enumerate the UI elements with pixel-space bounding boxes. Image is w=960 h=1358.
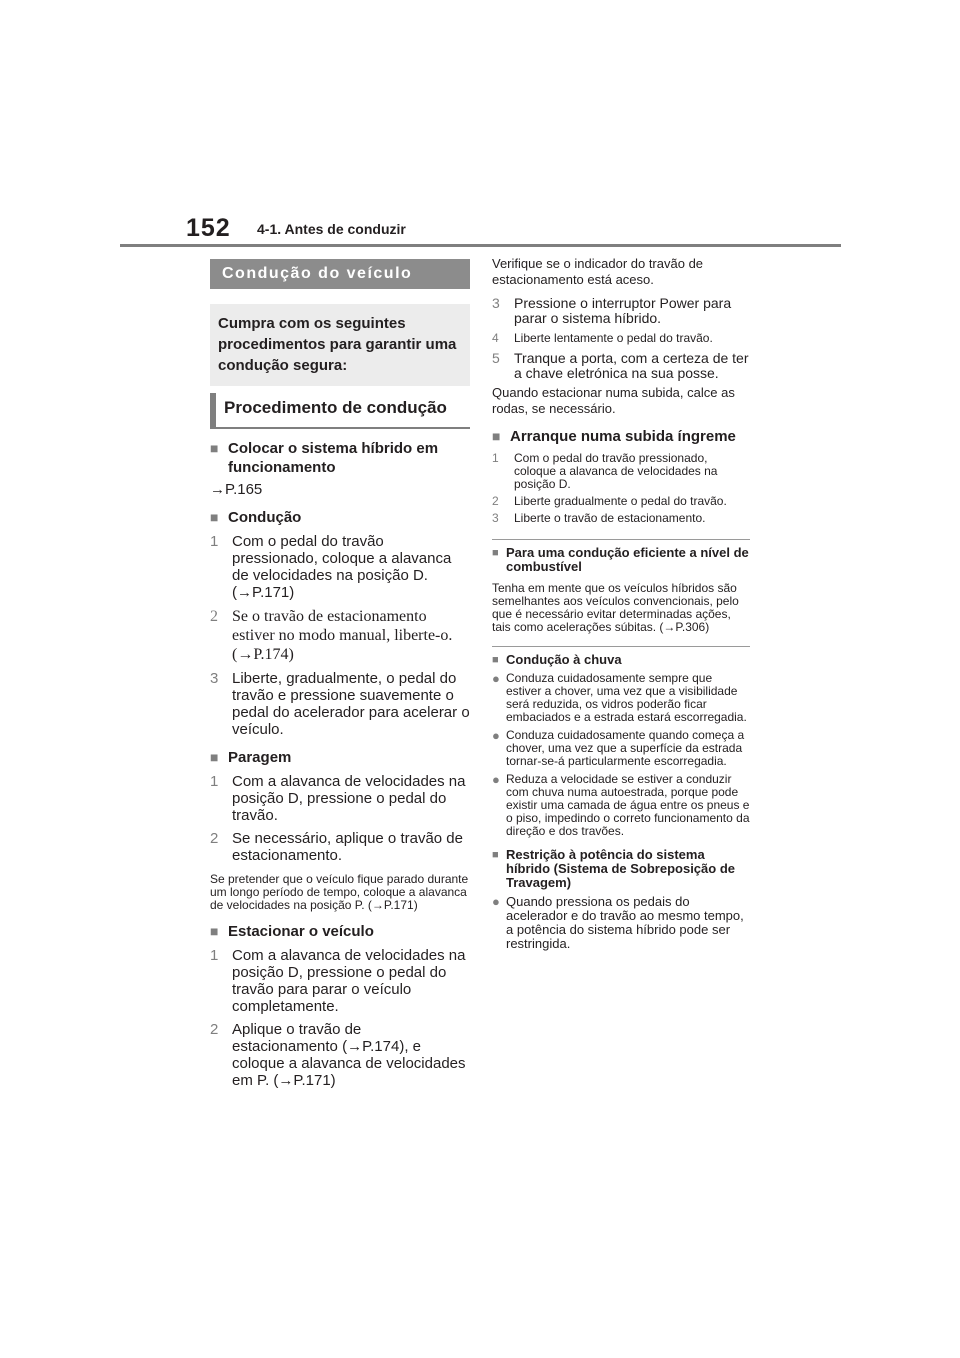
hill-step: 1 Com o pedal do travão pressionado, coloque a alavanca de velocidades na posição D. xyxy=(492,451,718,491)
section-divider xyxy=(492,646,750,647)
square-bullet-icon: ■ xyxy=(492,428,501,444)
circle-bullet-icon: ● xyxy=(492,772,500,787)
section-divider xyxy=(492,539,750,540)
square-bullet-icon: ■ xyxy=(492,547,499,559)
start-heading: ■ Colocar o sistema híbrido em funcionamento xyxy=(210,440,439,476)
hill-heading: ■ Arranque numa subida íngreme xyxy=(492,428,736,445)
circle-bullet-icon: ● xyxy=(492,894,500,909)
header-divider xyxy=(120,244,841,247)
rain-bullet: ● Conduza cuidadosamente sempre que estiver a chover, uma vez que a visibilidade será reduzida, os vidros poderão ficar embaciados e a estrada estará escorregadia. xyxy=(492,671,747,724)
circle-bullet-icon: ● xyxy=(492,671,500,686)
section-title: Condução do veículo xyxy=(210,259,470,289)
efficient-heading: ■ Para uma condução eficiente a nível de combustível xyxy=(492,545,749,574)
start-ref: →P.165 xyxy=(210,481,263,498)
override-bullet: ● Quando pressiona os pedais do acelerador e do travão ao mesmo tempo, a potência do sistema híbrido pode ser restringida. xyxy=(492,894,744,951)
parking-step: 3 Pressione o interruptor Power para parar o sistema híbrido. xyxy=(492,295,732,326)
driving-step: 3 Liberte, gradualmente, o pedal do travão e pressione suavemente o pedal do acelerador para acelerar o veículo. xyxy=(210,670,470,738)
procedure-heading: Procedimento de condução xyxy=(210,393,470,429)
square-bullet-icon: ■ xyxy=(210,923,219,939)
parking-continued: Verifique se o indicador do travão de estacionamento está aceso. xyxy=(492,256,704,287)
square-bullet-icon: ■ xyxy=(492,849,499,861)
stopping-note: Se pretender que o veículo fique parado durante um longo período de tempo, coloque a alavanca de velocidades na posição P. (→P.171) xyxy=(210,872,469,912)
chapter-title: 4-1. Antes de conduzir xyxy=(257,221,406,237)
right-column xyxy=(492,256,750,951)
rain-heading: ■ Condução à chuva xyxy=(492,652,622,667)
left-column xyxy=(210,259,470,1089)
efficient-text: Tenha em mente que os veículos híbridos são semelhantes aos veículos convencionais, pelo que é necessário evitar determinadas ações, tais como acelerações súbitas. (→P.306) xyxy=(492,581,739,634)
stopping-step: 1 Com a alavanca de velocidades na posição D, pressione o pedal do travão. xyxy=(210,773,466,824)
rain-bullet: ● Conduza cuidadosamente quando começa a chover, uma vez que a superfície da estrada tornar-se-á particularmente escorregadia. xyxy=(492,728,745,768)
circle-bullet-icon: ● xyxy=(492,728,500,743)
rain-bullet: ● Reduza a velocidade se estiver a conduzir com chuva numa autoestrada, porque pode existir uma camada de água entre os pneus e o piso, impedindo o correto funcionamento da direção e dos travões. xyxy=(492,772,750,838)
parking-step: 1 Com a alavanca de velocidades na posição D, pressione o pedal do travão para parar o veículo completamente. xyxy=(210,947,466,1015)
slope-note: Quando estacionar numa subida, calce as rodas, se necessário. xyxy=(492,385,735,416)
parking-step: 4 Liberte lentamente o pedal do travão. xyxy=(492,331,713,345)
parking-step: 2 Aplique o travão de estacionamento (→P.174), e coloque a alavanca de velocidades em P. (→P.171) xyxy=(210,1021,466,1089)
stopping-step: 2 Se necessário, aplique o travão de estacionamento. xyxy=(210,830,463,864)
square-bullet-icon: ■ xyxy=(492,654,499,666)
driving-heading: ■ Condução xyxy=(210,509,302,526)
parking-step: 5 Tranque a porta, com a certeza de ter a chave eletrónica na sua posse. xyxy=(492,350,749,381)
parking-heading: ■ Estacionar o veículo xyxy=(210,923,374,940)
hill-step: 3 Liberte o travão de estacionamento. xyxy=(492,511,706,525)
stopping-heading: ■ Paragem xyxy=(210,749,292,766)
square-bullet-icon: ■ xyxy=(210,749,219,765)
square-bullet-icon: ■ xyxy=(210,509,219,525)
override-heading: ■ Restrição à potência do sistema híbrido (Sistema de Sobreposição de Travagem) xyxy=(492,847,735,890)
square-bullet-icon: ■ xyxy=(210,440,219,456)
hill-step: 2 Liberte gradualmente o pedal do travão. xyxy=(492,494,727,508)
page-number: 152 xyxy=(186,214,231,242)
driving-step: 1 Com o pedal do travão pressionado, coloque a alavanca de velocidades na posição D. (→P.171) xyxy=(210,533,452,601)
driving-step: 2 Se o travão de estacionamento estiver no modo manual, liberte-o. (→P.174) xyxy=(210,608,453,663)
intro-box: Cumpra com os seguintes procedimentos para garantir uma condução segura: xyxy=(210,304,470,386)
